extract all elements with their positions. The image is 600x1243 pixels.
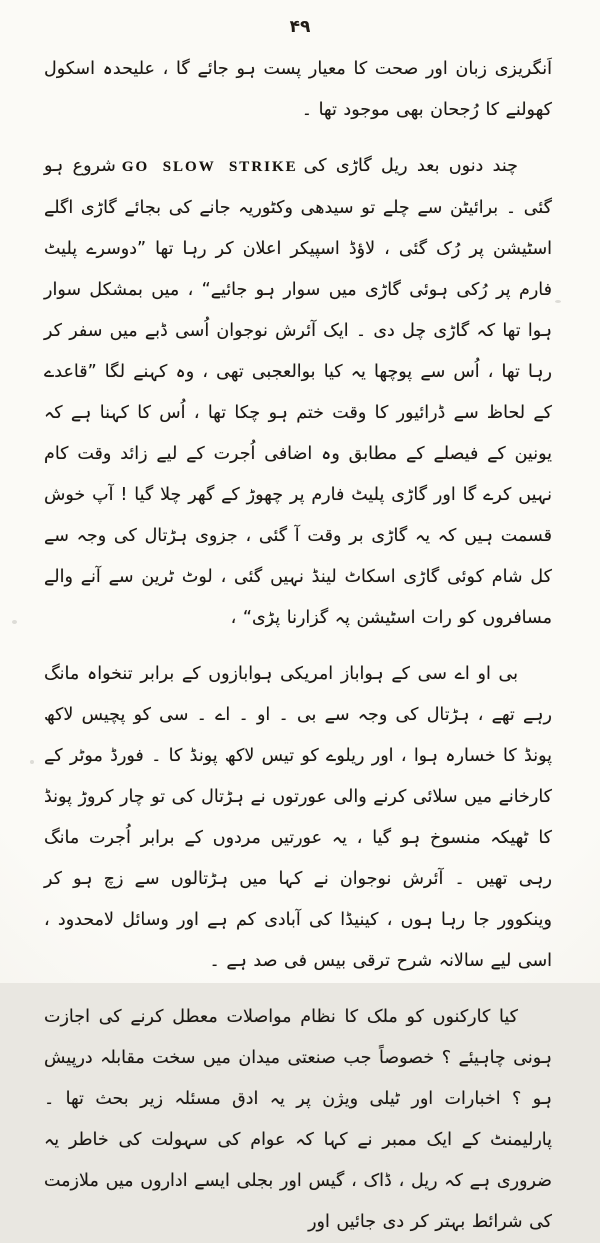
paragraph-2-text-before: چند دنوں بعد ریل گاڑی کی xyxy=(303,156,518,176)
urdu-paragraph-1: اَنگریزی زبان اور صحت کا معیار پست ہو جائے گا ، علیحدہ اسکول کھولنے کا رُجحان بھی موجود تھا ۔ xyxy=(44,59,552,120)
english-phrase-go-slow-strike: GO SLOW STRIKE xyxy=(121,159,298,175)
scan-speck xyxy=(30,760,34,764)
scan-speck xyxy=(555,300,561,303)
scan-speck xyxy=(12,620,17,624)
urdu-paragraph-4: کیا کارکنوں کو ملک کا نظام مواصلات معطل کرنے کی اجازت ہونی چاہیئے ؟ خصوصاً جب صنعتی میدان میں سخت مقابلہ درپیش ہو ؟ اخبارات اور ٹیلی ویژن پر یہ ادق مسئلہ زیر بحث تھا ۔ پارلیمنٹ کے ایک ممبر نے کہا کہ عوام کی سہولت کی خاطر یہ ضروری ہے کہ ریل ، ڈاک ، گیس اور بجلی ایسے اداروں میں ملازمت کی شرائط بہتر کر دی جائیں اور xyxy=(44,1007,552,1232)
urdu-paragraph-2 xyxy=(44,146,552,639)
urdu-paragraph-3: بی او اے سی کے ہواباز امریکی ہوابازوں کے برابر تنخواہ مانگ رہے تھے ، ہڑتال کی وجہ سے بی ۔ او ۔ اے ۔ سی کو پچیس لاکھ پونڈ کا خسارہ ہوا ، اور ریلوے کو تیس لاکھ پونڈ کا ۔ فورڈ موٹر کے کارخانے میں سلائی کرنے والی عورتوں نے ہڑتال کی تو چار کروڑ پونڈ کا ٹھیکہ منسوخ ہو گیا ، یہ عورتیں مردوں کے برابر اُجرت مانگ رہی تھیں ۔ آئرش نوجوان نے کہا میں ہڑتالوں سے زچ ہو کر وینکوور جا رہا ہوں ، کینیڈا کی آبادی کم ہے اور وسائل لامحدود ، اسی لیے سالانہ شرح ترقی بیس فی صد ہے ۔ xyxy=(44,664,552,971)
paragraph-2-text-after: شروع ہو گئی ۔ برائیٹن سے چلے تو سیدھی وکٹوریہ جانے کی بجائے گاڑی اگلے اسٹیشن پر رُک گئی ، لاؤڈ اسپیکر اعلان کر رہا تھا ”دوسرے پلیٹ فارم پر رُکی ہوئی گاڑی میں سوار ہو جائیے“ ، میں بمشکل سوار ہوا تھا کہ گاڑی چل دی ۔ ایک آئرش نوجوان اُسی ڈبے میں سفر کر رہا تھا ، اُس سے پوچھا یہ کیا بوالعجبی تھی ، وہ کہنے لگا ”قاعدے کے لحاظ سے ڈرائیور کا وقت ختم ہو چکا تھا ، اُس کا کہنا ہے کہ یونین کے فیصلے کے مطابق وہ اضافی اُجرت کے لیے زائد وقت کام نہیں کرے گا اور گاڑی پلیٹ فارم پر چھوڑ کے گھر چلا گیا ! آپ خوش قسمت ہیں کہ یہ گاڑی بر وقت آ گئی ، جزوی ہڑتال کی وجہ سے کل شام کوئی گاڑی اسکاٹ لینڈ نہیں گئی ، لوٹ ٹرین سے آنے والے مسافروں کو رات اسٹیشن پہ گزارنا پڑی“ ، xyxy=(44,156,552,628)
text-block xyxy=(0,37,600,1243)
scan-speck xyxy=(300,955,304,958)
page-number: ۴۹ xyxy=(289,17,311,37)
